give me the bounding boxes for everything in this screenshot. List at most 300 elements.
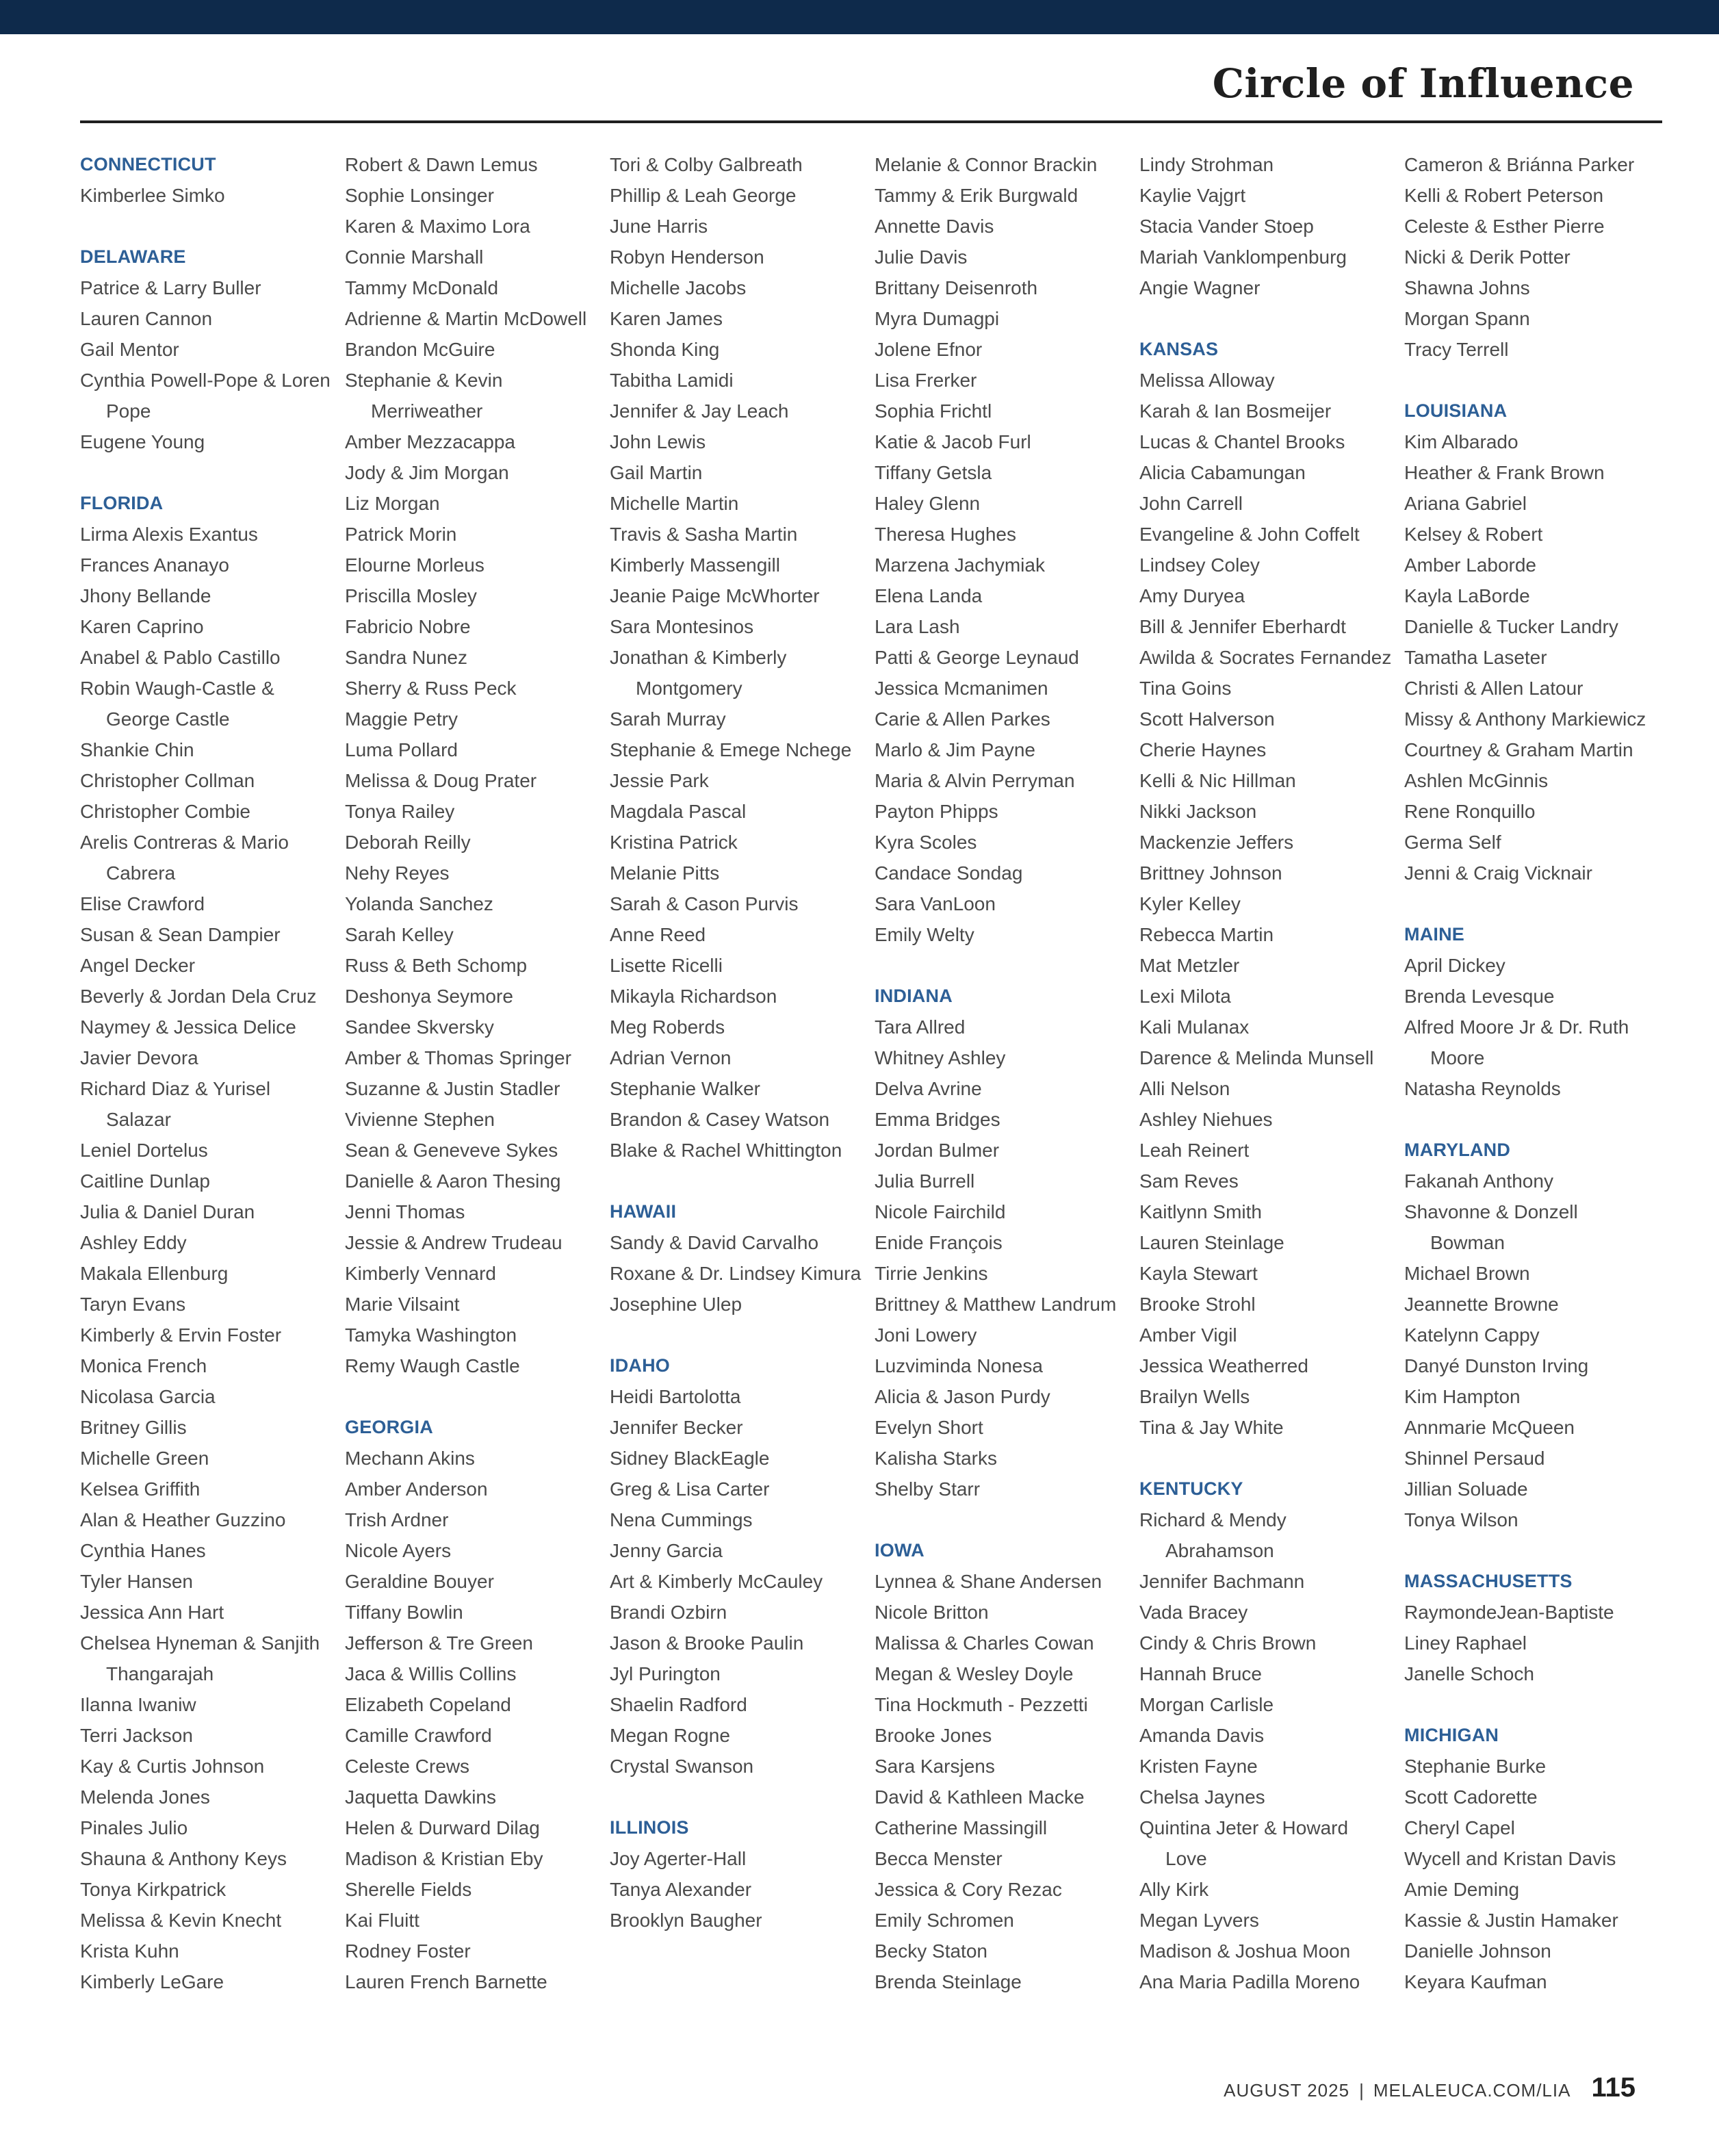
member-name: Marie Vilsaint: [345, 1294, 460, 1315]
member-name: Tonya Railey: [345, 801, 455, 822]
member-name: Darence & Melinda Munsell: [1139, 1047, 1374, 1068]
member-name: Rebecca Martin: [1139, 924, 1274, 945]
member-name: Lucas & Chantel Brooks: [1139, 431, 1345, 452]
member-name: Priscilla Mosley: [345, 585, 477, 606]
member-name: Kay & Curtis Johnson: [80, 1756, 265, 1777]
member-name: Luma Pollard: [345, 739, 458, 760]
member-name: Heather & Frank Brown: [1404, 462, 1605, 483]
member-name: Amy Duryea: [1139, 585, 1245, 606]
member-name: Meg Roberds: [610, 1016, 725, 1038]
member-name: Becca Menster: [875, 1848, 1003, 1869]
member-name: Jonathan & Kimberly Montgomery: [610, 647, 787, 699]
member-name: Ilanna Iwaniw: [80, 1694, 196, 1715]
member-name: Leah Reinert: [1139, 1140, 1250, 1161]
member-name: Frances Ananayo: [80, 554, 229, 576]
member-name: Madison & Joshua Moon: [1139, 1940, 1351, 1962]
member-name: Enide François: [875, 1232, 1003, 1253]
member-name: Whitney Ashley: [875, 1047, 1006, 1068]
member-name: Nena Cummings: [610, 1509, 753, 1530]
member-name: Shaelin Radford: [610, 1694, 747, 1715]
name-column: [610, 149, 863, 1936]
member-name: Catherine Massingill: [875, 1817, 1048, 1838]
state-heading: INDIANA: [875, 986, 953, 1006]
member-name: Tina Hockmuth - Pezzetti: [875, 1694, 1088, 1715]
member-name: Roxane & Dr. Lindsey Kimura: [610, 1263, 862, 1284]
member-name: Melanie Pitts: [610, 862, 720, 884]
member-name: Stacia Vander Stoep: [1139, 216, 1314, 237]
member-name: Ana Maria Padilla Moreno: [1139, 1971, 1360, 1992]
member-name: Jennifer Bachmann: [1139, 1571, 1305, 1592]
member-name: Karen James: [610, 308, 723, 329]
member-name: Fabricio Nobre: [345, 616, 471, 637]
member-name: Shelby Starr: [875, 1478, 981, 1500]
name-column: [80, 149, 333, 1997]
member-name: Marlo & Jim Payne: [875, 739, 1035, 760]
member-name: Chelsea Hyneman & Sanjith Thangarajah: [80, 1632, 320, 1684]
member-name: Celeste & Esther Pierre: [1404, 216, 1605, 237]
member-name: Ally Kirk: [1139, 1879, 1209, 1900]
state-heading: MARYLAND: [1404, 1140, 1511, 1160]
member-name: Julia Burrell: [875, 1170, 975, 1192]
member-name: Kim Hampton: [1404, 1386, 1521, 1407]
member-name: Amie Deming: [1404, 1879, 1520, 1900]
member-name: Kristina Patrick: [610, 832, 738, 853]
member-name: Robin Waugh-Castle & George Castle: [80, 678, 274, 730]
member-name: Natasha Reynolds: [1404, 1078, 1561, 1099]
member-name: Scott Cadorette: [1404, 1786, 1538, 1808]
member-name: April Dickey: [1404, 955, 1505, 976]
member-name: Josephine Ulep: [610, 1294, 742, 1315]
member-name: Eugene Young: [80, 431, 205, 452]
member-name: Monica French: [80, 1355, 207, 1376]
member-name: Sarah & Cason Purvis: [610, 893, 799, 914]
member-name: Gail Mentor: [80, 339, 179, 360]
member-name: Gail Martin: [610, 462, 703, 483]
member-name: Russ & Beth Schomp: [345, 955, 528, 976]
member-name: David & Kathleen Macke: [875, 1786, 1085, 1808]
member-name: Kelli & Robert Peterson: [1404, 185, 1604, 206]
member-name: Kimberly & Ervin Foster: [80, 1324, 282, 1346]
member-name: Missy & Anthony Markiewicz: [1404, 708, 1646, 730]
member-name: Lindsey Coley: [1139, 554, 1260, 576]
member-name: Kalisha Starks: [875, 1448, 997, 1469]
member-name: Vivienne Stephen: [345, 1109, 495, 1130]
member-name: Celeste Crews: [345, 1756, 470, 1777]
member-name: Ashley Niehues: [1139, 1109, 1273, 1130]
member-name: Annette Davis: [875, 216, 994, 237]
state-heading: IOWA: [875, 1540, 925, 1561]
name-column: [1139, 149, 1393, 1997]
member-name: Morgan Spann: [1404, 308, 1530, 329]
member-name: Greg & Lisa Carter: [610, 1478, 770, 1500]
member-name: Joni Lowery: [875, 1324, 977, 1346]
member-name: Sarah Kelley: [345, 924, 454, 945]
member-name: Brenda Steinlage: [875, 1971, 1022, 1992]
member-name: Julie Davis: [875, 246, 968, 268]
member-name: Amber & Thomas Springer: [345, 1047, 571, 1068]
member-name: Jenni Thomas: [345, 1201, 465, 1222]
member-name: Jessica & Cory Rezac: [875, 1879, 1062, 1900]
state-heading: MICHIGAN: [1404, 1725, 1499, 1745]
member-name: Richard & Mendy Abrahamson: [1139, 1509, 1287, 1561]
member-name: Nikki Jackson: [1139, 801, 1257, 822]
member-name: Brooke Strohl: [1139, 1294, 1256, 1315]
member-name: Kimberly LeGare: [80, 1971, 224, 1992]
member-name: Shauna & Anthony Keys: [80, 1848, 287, 1869]
member-name: Kelsea Griffith: [80, 1478, 201, 1500]
member-name: Terri Jackson: [80, 1725, 193, 1746]
member-name: Megan Rogne: [610, 1725, 730, 1746]
member-name: Amanda Davis: [1139, 1725, 1265, 1746]
member-name: John Lewis: [610, 431, 706, 452]
member-name: Sam Reves: [1139, 1170, 1239, 1192]
member-name: Melissa & Doug Prater: [345, 770, 537, 791]
member-name: Morgan Carlisle: [1139, 1694, 1274, 1715]
member-name: Magdala Pascal: [610, 801, 747, 822]
member-name: Rodney Foster: [345, 1940, 471, 1962]
member-name: Awilda & Socrates Fernandez: [1139, 647, 1392, 668]
member-name: Tammy McDonald: [345, 277, 499, 298]
member-name: Kali Mulanax: [1139, 1016, 1250, 1038]
member-name: Wycell and Kristan Davis: [1404, 1848, 1616, 1869]
member-name: Kelli & Nic Hillman: [1139, 770, 1296, 791]
member-name: Lirma Alexis Exantus: [80, 524, 258, 545]
member-name: Myra Dumagpi: [875, 308, 1000, 329]
state-heading: MAINE: [1404, 924, 1464, 945]
member-name: Amber Vigil: [1139, 1324, 1237, 1346]
member-name: Amber Mezzacappa: [345, 431, 516, 452]
member-name: Julia & Daniel Duran: [80, 1201, 255, 1222]
member-name: Trish Ardner: [345, 1509, 449, 1530]
member-name: Elena Landa: [875, 585, 983, 606]
member-name: Mariah Vanklompenburg: [1139, 246, 1347, 268]
member-name: Karah & Ian Bosmeijer: [1139, 400, 1332, 422]
member-name: Kyler Kelley: [1139, 893, 1241, 914]
member-name: Angie Wagner: [1139, 277, 1261, 298]
member-name: Suzanne & Justin Stadler: [345, 1078, 560, 1099]
member-name: Nicki & Derik Potter: [1404, 246, 1571, 268]
state-heading: KANSAS: [1139, 339, 1219, 359]
member-name: Delva Avrine: [875, 1078, 982, 1099]
state-heading: GEORGIA: [345, 1417, 433, 1437]
member-name: John Carrell: [1139, 493, 1243, 514]
member-name: Haley Glenn: [875, 493, 981, 514]
member-name: Lauren Cannon: [80, 308, 213, 329]
member-name: Jenni & Craig Vicknair: [1404, 862, 1592, 884]
member-name: Sherelle Fields: [345, 1879, 472, 1900]
state-heading: MASSACHUSETTS: [1404, 1571, 1573, 1591]
member-name: Chelsa Jaynes: [1139, 1786, 1265, 1808]
member-name: Melissa & Kevin Knecht: [80, 1910, 282, 1931]
name-column: [1404, 149, 1657, 1997]
member-name: Jody & Jim Morgan: [345, 462, 509, 483]
member-name: Emily Welty: [875, 924, 974, 945]
member-name: Jefferson & Tre Green: [345, 1632, 533, 1654]
member-name: Phillip & Leah George: [610, 185, 797, 206]
member-name: Rene Ronquillo: [1404, 801, 1536, 822]
member-name: Alicia & Jason Purdy: [875, 1386, 1050, 1407]
member-name: Katelynn Cappy: [1404, 1324, 1540, 1346]
member-name: Krista Kuhn: [80, 1940, 179, 1962]
member-name: Cheryl Capel: [1404, 1817, 1515, 1838]
member-name: Jenny Garcia: [610, 1540, 723, 1561]
member-name: Beverly & Jordan Dela Cruz: [80, 986, 317, 1007]
member-name: Blake & Rachel Whittington: [610, 1140, 842, 1161]
member-name: Brailyn Wells: [1139, 1386, 1250, 1407]
member-name: Liz Morgan: [345, 493, 440, 514]
member-name: Elourne Morleus: [345, 554, 484, 576]
member-name: Kassie & Justin Hamaker: [1404, 1910, 1618, 1931]
member-name: Mechann Akins: [345, 1448, 475, 1469]
member-name: Jessie & Andrew Trudeau: [345, 1232, 563, 1253]
member-name: Pinales Julio: [80, 1817, 188, 1838]
member-name: Jillian Soluade: [1404, 1478, 1528, 1500]
member-name: Alan & Heather Guzzino: [80, 1509, 286, 1530]
member-name: Cynthia Powell-Pope & Loren Pope: [80, 370, 331, 422]
member-name: Kristen Fayne: [1139, 1756, 1258, 1777]
member-name: Shawna Johns: [1404, 277, 1530, 298]
member-name: Fakanah Anthony: [1404, 1170, 1553, 1192]
member-name: Kaylie Vajgrt: [1139, 185, 1246, 206]
member-name: Bill & Jennifer Eberhardt: [1139, 616, 1346, 637]
member-name: Sophie Lonsinger: [345, 185, 494, 206]
member-name: Tamyka Washington: [345, 1324, 517, 1346]
member-name: Camille Crawford: [345, 1725, 492, 1746]
member-name: Nicolasa Garcia: [80, 1386, 216, 1407]
member-name: Kai Fluitt: [345, 1910, 419, 1931]
member-name: Malissa & Charles Cowan: [875, 1632, 1094, 1654]
member-name: Carie & Allen Parkes: [875, 708, 1050, 730]
member-name: Travis & Sasha Martin: [610, 524, 798, 545]
name-column: [875, 149, 1128, 1997]
member-name: Alli Nelson: [1139, 1078, 1230, 1099]
member-name: Arelis Contreras & Mario Cabrera: [80, 832, 289, 884]
member-name: Becky Staton: [875, 1940, 987, 1962]
member-name: Michelle Green: [80, 1448, 209, 1469]
member-name: Maggie Petry: [345, 708, 458, 730]
name-columns: [80, 149, 1695, 2052]
member-name: Evelyn Short: [875, 1417, 983, 1438]
member-name: Christopher Collman: [80, 770, 255, 791]
member-name: Tara Allred: [875, 1016, 966, 1038]
member-name: Alfred Moore Jr & Dr. Ruth Moore: [1404, 1016, 1629, 1068]
member-name: Kimberly Vennard: [345, 1263, 497, 1284]
website-url: MELALEUCA.COM/LIA: [1373, 2080, 1571, 2101]
member-name: Adrienne & Martin McDowell: [345, 308, 587, 329]
member-name: Nicole Britton: [875, 1602, 989, 1623]
member-name: Lisa Frerker: [875, 370, 977, 391]
member-name: Britney Gillis: [80, 1417, 187, 1438]
member-name: Javier Devora: [80, 1047, 198, 1068]
member-name: Tanya Alexander: [610, 1879, 752, 1900]
member-name: Jeanie Paige McWhorter: [610, 585, 820, 606]
member-name: Brittany Deisenroth: [875, 277, 1038, 298]
member-name: Tammy & Erik Burgwald: [875, 185, 1078, 206]
member-name: Sara Montesinos: [610, 616, 754, 637]
member-name: Sidney BlackEagle: [610, 1448, 770, 1469]
member-name: Anne Reed: [610, 924, 706, 945]
member-name: Sandra Nunez: [345, 647, 468, 668]
member-name: Tiffany Getsla: [875, 462, 992, 483]
member-name: Alicia Cabamungan: [1139, 462, 1306, 483]
member-name: Christi & Allen Latour: [1404, 678, 1584, 699]
member-name: Jaquetta Dawkins: [345, 1786, 497, 1808]
member-name: Brandon McGuire: [345, 339, 495, 360]
member-name: Mat Metzler: [1139, 955, 1240, 976]
member-name: Kyra Scoles: [875, 832, 977, 853]
name-column: [345, 149, 598, 1997]
member-name: Tamatha Laseter: [1404, 647, 1547, 668]
member-name: Jennifer Becker: [610, 1417, 743, 1438]
member-name: Kelsey & Robert: [1404, 524, 1543, 545]
member-name: Karen Caprino: [80, 616, 204, 637]
member-name: Danielle & Tucker Landry: [1404, 616, 1618, 637]
member-name: Robert & Dawn Lemus: [345, 154, 538, 175]
member-name: Cameron & Briánna Parker: [1404, 154, 1635, 175]
title-divider: [80, 120, 1662, 123]
member-name: Lauren French Barnette: [345, 1971, 547, 1992]
member-name: Karen & Maximo Lora: [345, 216, 530, 237]
member-name: Jennifer & Jay Leach: [610, 400, 789, 422]
member-name: Elise Crawford: [80, 893, 205, 914]
member-name: Katie & Jacob Furl: [875, 431, 1031, 452]
member-name: Makala Ellenburg: [80, 1263, 229, 1284]
page-footer: [1224, 2072, 1636, 2114]
footer-separator: |: [1359, 2080, 1364, 2101]
member-name: Stephanie Walker: [610, 1078, 760, 1099]
member-name: Amber Laborde: [1404, 554, 1537, 576]
member-name: Tina Goins: [1139, 678, 1232, 699]
member-name: Sean & Geneveve Sykes: [345, 1140, 558, 1161]
member-name: Taryn Evans: [80, 1294, 186, 1315]
member-name: Mackenzie Jeffers: [1139, 832, 1294, 853]
member-name: Sandee Skversky: [345, 1016, 494, 1038]
member-name: Emily Schromen: [875, 1910, 1014, 1931]
member-name: Evangeline & John Coffelt: [1139, 524, 1360, 545]
issue-date: AUGUST 2025: [1224, 2080, 1350, 2101]
member-name: Kim Albarado: [1404, 431, 1518, 452]
member-name: Tirrie Jenkins: [875, 1263, 988, 1284]
member-name: Patrice & Larry Buller: [80, 277, 261, 298]
member-name: Jolene Efnor: [875, 339, 983, 360]
member-name: Jessie Park: [610, 770, 709, 791]
member-name: Anabel & Pablo Castillo: [80, 647, 281, 668]
member-name: Shankie Chin: [80, 739, 194, 760]
member-name: Melissa Alloway: [1139, 370, 1275, 391]
state-heading: DELAWARE: [80, 246, 186, 267]
member-name: Helen & Durward Dilag: [345, 1817, 540, 1838]
member-name: Michelle Martin: [610, 493, 739, 514]
member-name: Jessica Ann Hart: [80, 1602, 224, 1623]
state-heading: ILLINOIS: [610, 1817, 689, 1838]
member-name: Lynnea & Shane Andersen: [875, 1571, 1102, 1592]
member-name: Art & Kimberly McCauley: [610, 1571, 823, 1592]
member-name: Cynthia Hanes: [80, 1540, 206, 1561]
member-name: Amber Anderson: [345, 1478, 488, 1500]
member-name: Emma Bridges: [875, 1109, 1000, 1130]
member-name: Brittney Johnson: [1139, 862, 1282, 884]
member-name: Maria & Alvin Perryman: [875, 770, 1075, 791]
state-heading: IDAHO: [610, 1355, 670, 1376]
state-heading: LOUISIANA: [1404, 400, 1508, 421]
member-name: Ashlen McGinnis: [1404, 770, 1549, 791]
member-name: Quintina Jeter & Howard Love: [1139, 1817, 1349, 1869]
member-name: Theresa Hughes: [875, 524, 1017, 545]
member-name: Tori & Colby Galbreath: [610, 154, 803, 175]
member-name: Cherie Haynes: [1139, 739, 1267, 760]
member-name: Sara Karsjens: [875, 1756, 995, 1777]
member-name: Madison & Kristian Eby: [345, 1848, 543, 1869]
member-name: Jason & Brooke Paulin: [610, 1632, 804, 1654]
member-name: Stephanie & Emege Nchege: [610, 739, 852, 760]
member-name: Luzviminda Nonesa: [875, 1355, 1043, 1376]
member-name: Connie Marshall: [345, 246, 484, 268]
member-name: Patrick Morin: [345, 524, 457, 545]
member-name: Lexi Milota: [1139, 986, 1231, 1007]
member-name: Janelle Schoch: [1404, 1663, 1534, 1684]
member-name: Megan & Wesley Doyle: [875, 1663, 1074, 1684]
member-name: Payton Phipps: [875, 801, 998, 822]
member-name: Heidi Bartolotta: [610, 1386, 741, 1407]
member-name: Melanie & Connor Brackin: [875, 154, 1098, 175]
member-name: Deborah Reilly: [345, 832, 471, 853]
member-name: Jaca & Willis Collins: [345, 1663, 517, 1684]
member-name: Yolanda Sanchez: [345, 893, 493, 914]
member-name: Michelle Jacobs: [610, 277, 747, 298]
member-name: Tiffany Bowlin: [345, 1602, 463, 1623]
member-name: Adrian Vernon: [610, 1047, 732, 1068]
member-name: Jordan Bulmer: [875, 1140, 1000, 1161]
state-heading: HAWAII: [610, 1201, 677, 1222]
member-name: Cindy & Chris Brown: [1139, 1632, 1317, 1654]
member-name: Jyl Purington: [610, 1663, 721, 1684]
state-heading: CONNECTICUT: [80, 154, 216, 175]
member-name: Tina & Jay White: [1139, 1417, 1284, 1438]
member-name: Hannah Bruce: [1139, 1663, 1263, 1684]
member-name: Geraldine Bouyer: [345, 1571, 494, 1592]
member-name: Kayla Stewart: [1139, 1263, 1258, 1284]
member-name: Germa Self: [1404, 832, 1501, 853]
member-name: Michael Brown: [1404, 1263, 1530, 1284]
member-name: Candace Sondag: [875, 862, 1023, 884]
member-name: Liney Raphael: [1404, 1632, 1527, 1654]
member-name: Danyé Dunston Irving: [1404, 1355, 1589, 1376]
top-banner-bar: [0, 0, 1719, 34]
member-name: Scott Halverson: [1139, 708, 1275, 730]
member-name: Richard Diaz & Yurisel Salazar: [80, 1078, 271, 1130]
member-name: Shinnel Persaud: [1404, 1448, 1545, 1469]
member-name: Kayla LaBorde: [1404, 585, 1530, 606]
member-name: Tabitha Lamidi: [610, 370, 734, 391]
member-name: Elizabeth Copeland: [345, 1694, 511, 1715]
member-name: Brooke Jones: [875, 1725, 992, 1746]
page-number: 115: [1591, 2072, 1636, 2103]
member-name: June Harris: [610, 216, 708, 237]
page-title: Circle of Influence: [1212, 60, 1634, 107]
member-name: Sophia Frichtl: [875, 400, 992, 422]
member-name: Brandon & Casey Watson: [610, 1109, 830, 1130]
member-name: Melenda Jones: [80, 1786, 210, 1808]
member-name: Lisette Ricelli: [610, 955, 723, 976]
member-name: Christopher Combie: [80, 801, 250, 822]
member-name: Lara Lash: [875, 616, 960, 637]
member-name: Nehy Reyes: [345, 862, 450, 884]
member-name: Tonya Kirkpatrick: [80, 1879, 227, 1900]
member-name: Lindy Strohman: [1139, 154, 1274, 175]
member-name: Nicole Fairchild: [875, 1201, 1006, 1222]
member-name: Jhony Bellande: [80, 585, 211, 606]
member-name: Ashley Eddy: [80, 1232, 187, 1253]
